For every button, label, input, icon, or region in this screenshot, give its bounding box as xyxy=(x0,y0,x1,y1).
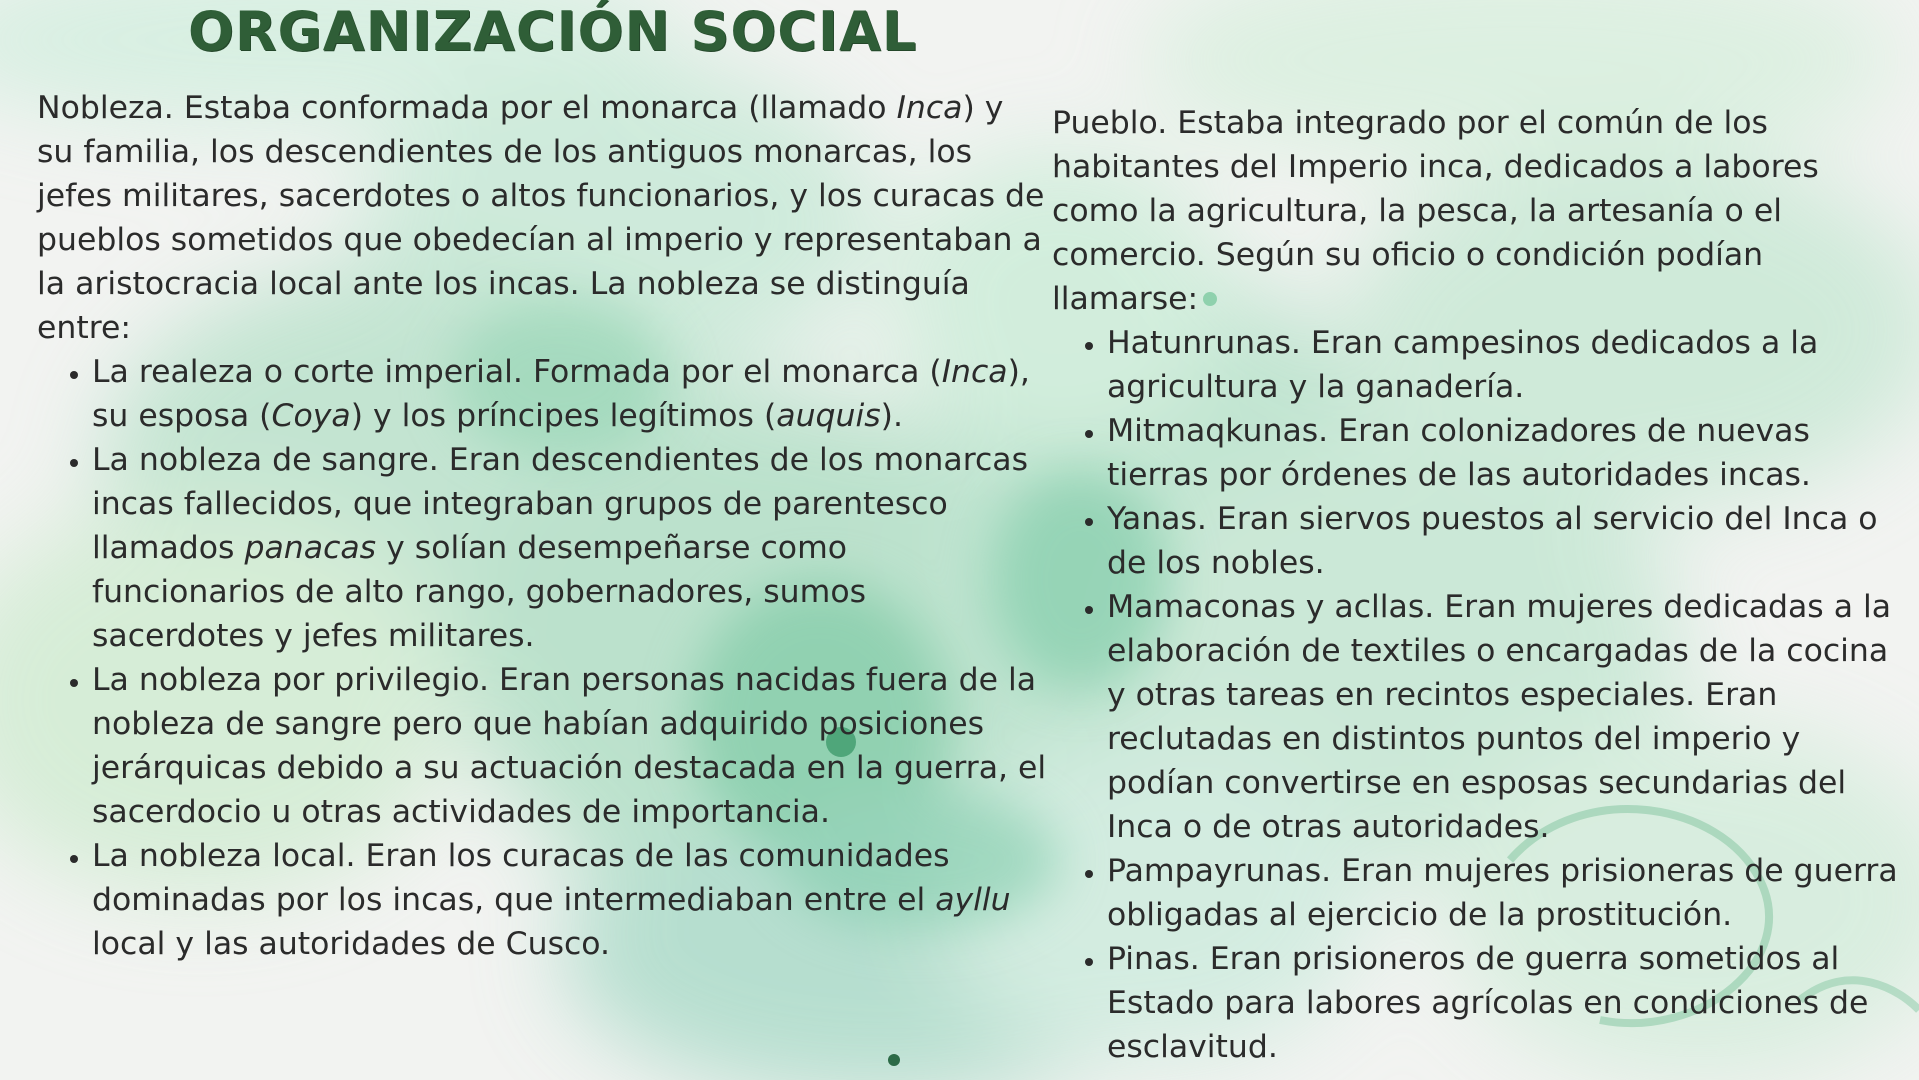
pueblo-section xyxy=(1052,101,1912,1069)
nobleza-intro: Nobleza. Estaba conformada por el monarca (llamado Inca) y su familia, los descendientes de los antiguos monarcas, los jefes militares, sacerdotes o altos funcionarios, y los curacas de pueblos sometidos que obedecían al imperio y representaban a la aristocracia local ante los incas. La nobleza se distinguía entre: xyxy=(37,90,1045,346)
list-item: • La nobleza por privilegio. Eran personas nacidas fuera de la nobleza de sangre pero que habían adquirido posiciones jerárquicas debido a su actuación destacada en la guerra, el sacerdocio u otras actividades de importancia. xyxy=(92,658,1047,834)
pueblo-list xyxy=(1052,321,1912,1069)
nobleza-list xyxy=(37,350,1047,966)
list-item: • La realeza o corte imperial. Formada por el monarca (Inca), su esposa (Coya) y los príncipes legítimos (auquis). xyxy=(92,350,1047,438)
list-item: • Mamaconas y acllas. Eran mujeres dedicadas a la elaboración de textiles o encargadas de la cocina y otras tareas en recintos especiales. Eran reclutadas en distintos puntos del imperio y podían convertirse en esposas secundarias del Inca o de otras autoridades. xyxy=(1107,585,1912,849)
nobleza-section xyxy=(37,86,1047,966)
page-title: ORGANIZACIÓN SOCIAL xyxy=(188,0,918,63)
list-item: • La nobleza local. Eran los curacas de las comunidades dominadas por los incas, que intermediaban entre el ayllu local y las autoridades de Cusco. xyxy=(92,834,1047,966)
paint-splatter xyxy=(888,1054,900,1066)
pueblo-intro: Pueblo. Estaba integrado por el común de los habitantes del Imperio inca, dedicados a labores como la agricultura, la pesca, la artesanía o el comercio. Según su oficio o condición podían llamarse: xyxy=(1052,105,1819,317)
list-item: • Pinas. Eran prisioneros de guerra sometidos al Estado para labores agrícolas en condiciones de esclavitud. xyxy=(1107,937,1912,1069)
list-item: • Yanas. Eran siervos puestos al servicio del Inca o de los nobles. xyxy=(1107,497,1912,585)
list-item: • La nobleza de sangre. Eran descendientes de los monarcas incas fallecidos, que integraban grupos de parentesco llamados panacas y solían desempeñarse como funcionarios de alto rango, gobernadores, sumos sacerdotes y jefes militares. xyxy=(92,438,1047,658)
list-item: • Pampayrunas. Eran mujeres prisioneras de guerra obligadas al ejercicio de la prostitución. xyxy=(1107,849,1912,937)
list-item: • Mitmaqkunas. Eran colonizadores de nuevas tierras por órdenes de las autoridades incas. xyxy=(1107,409,1912,497)
list-item: • Hatunrunas. Eran campesinos dedicados a la agricultura y la ganadería. xyxy=(1107,321,1912,409)
